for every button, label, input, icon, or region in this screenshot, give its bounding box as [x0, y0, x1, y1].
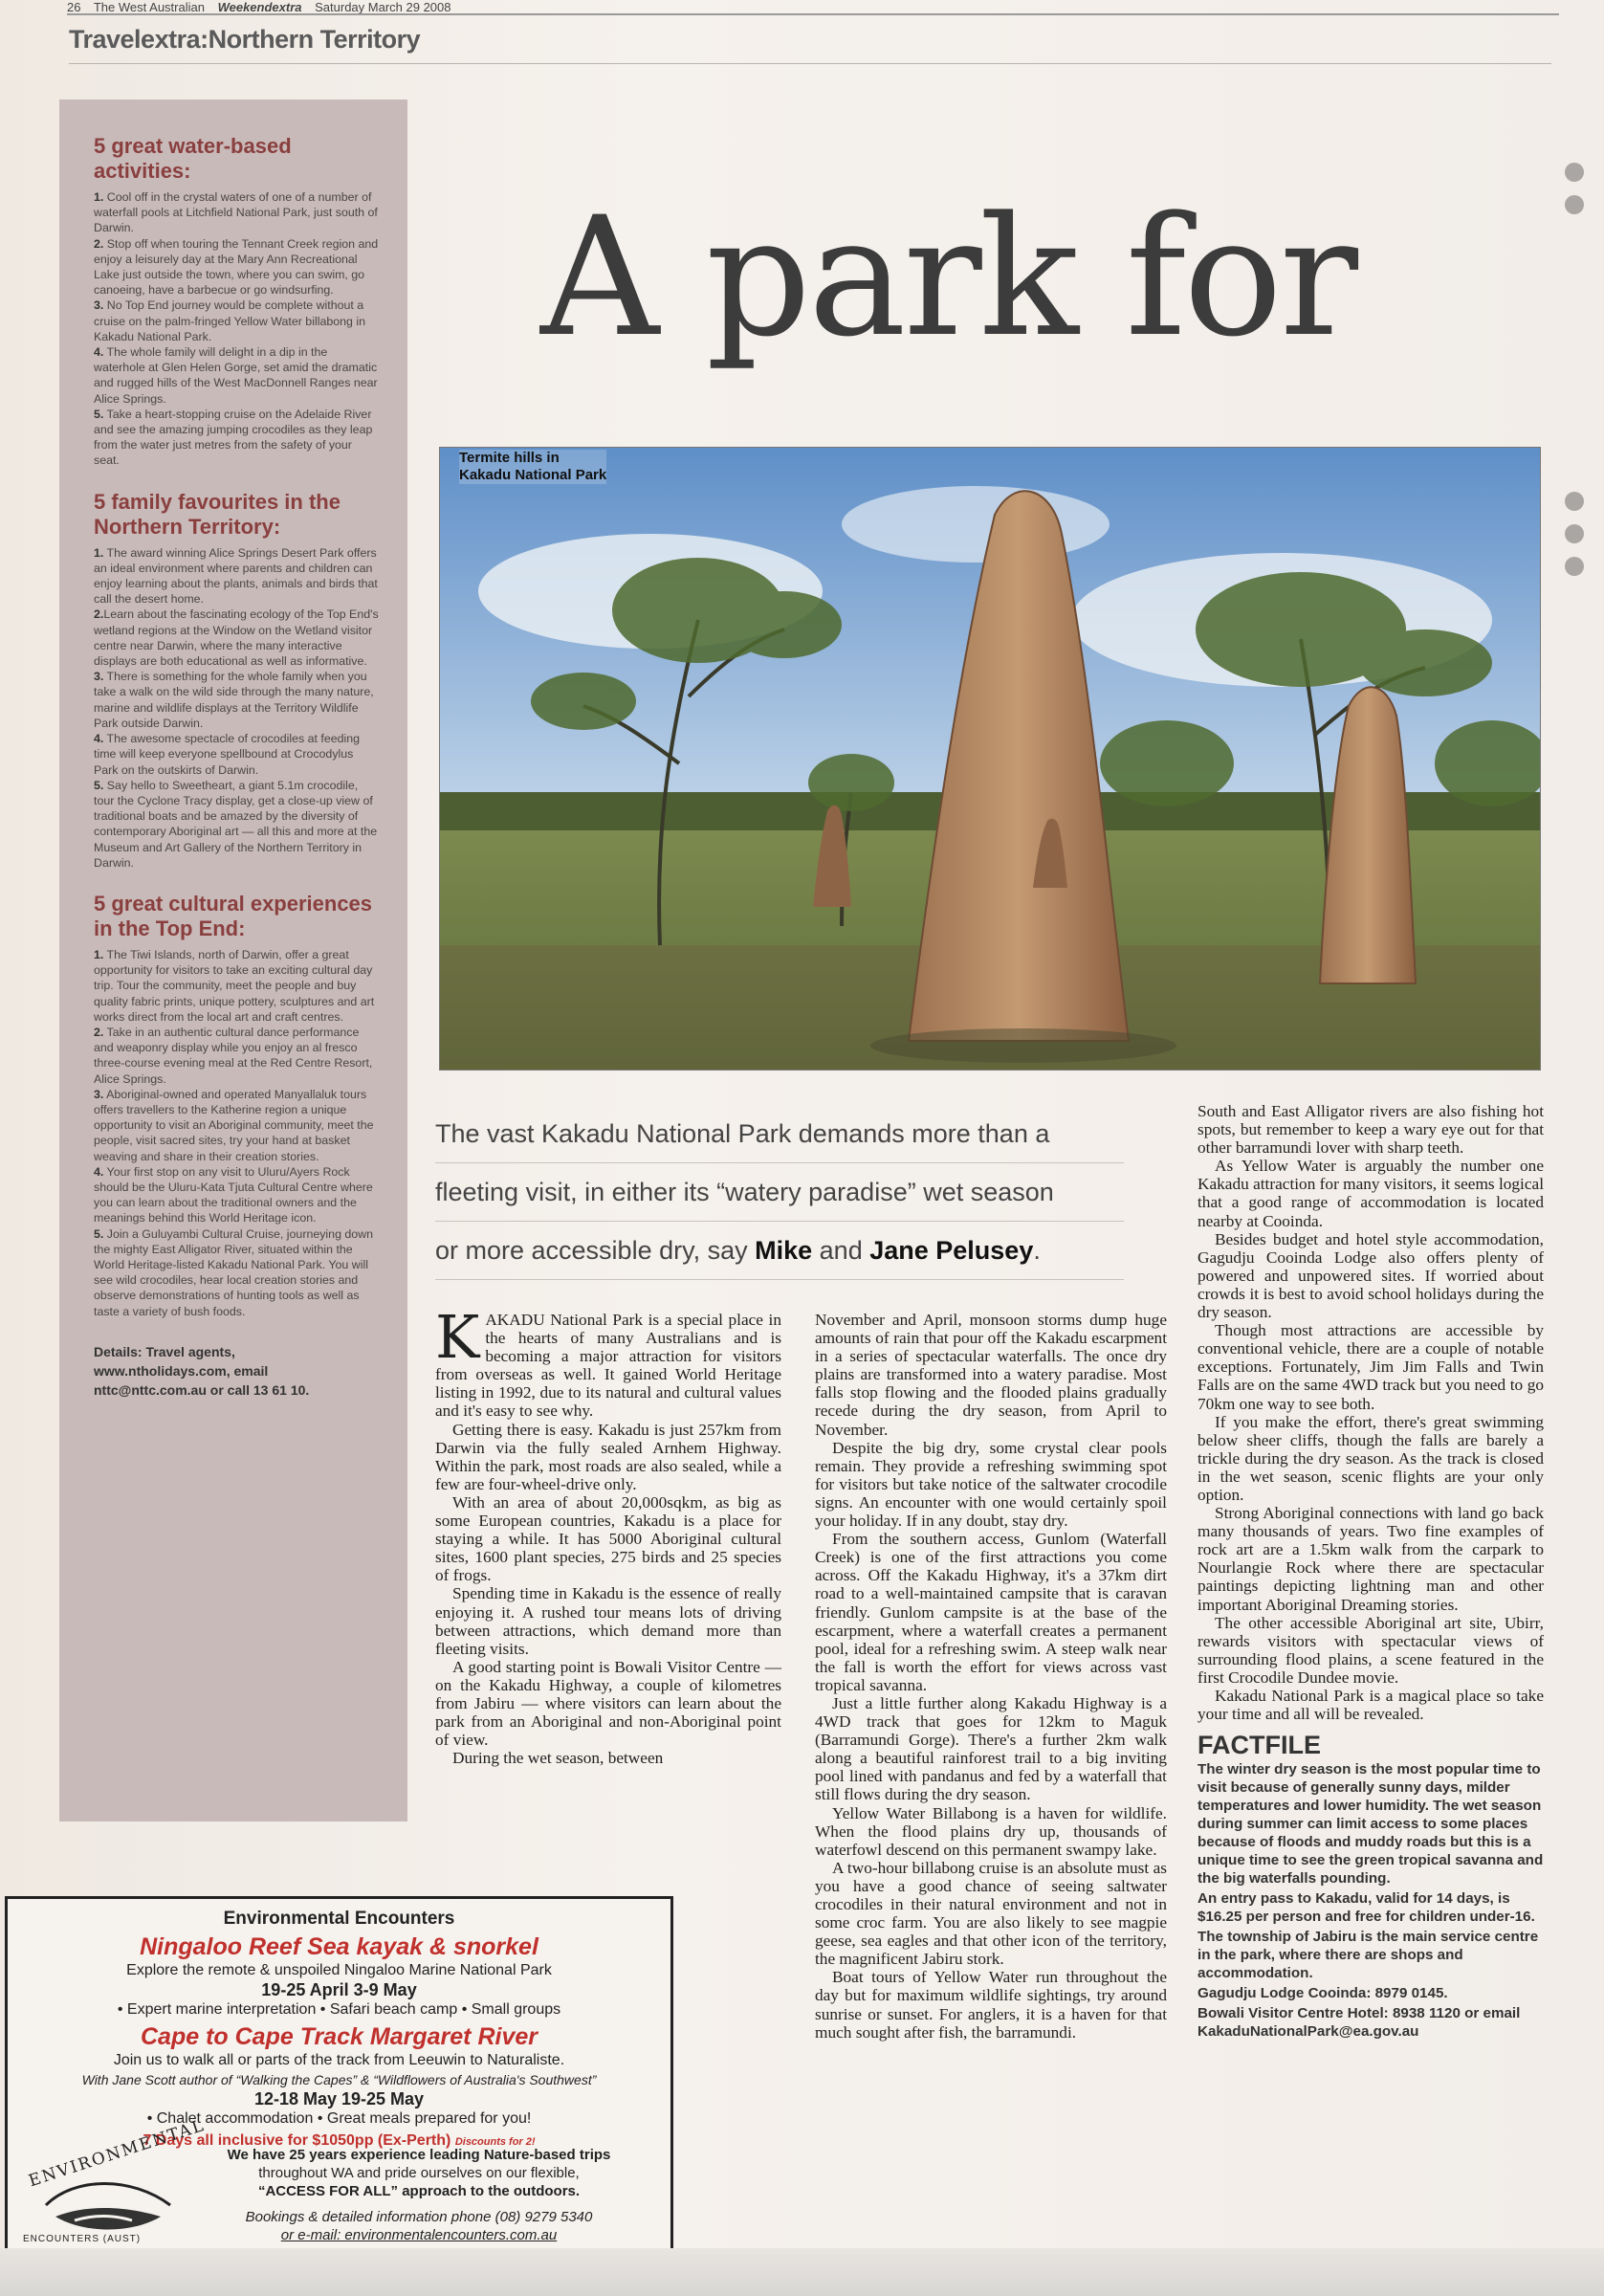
caption-line: Termite hills in [459, 450, 560, 466]
ad-heading: Cape to Cape Track Margaret River [141, 2023, 538, 2050]
factfile-paragraph: Gagudju Lodge Cooinda: 8979 0145. [1198, 1985, 1448, 2002]
factfile-body [1198, 1760, 1544, 2041]
item-text: The award winning Alice Springs Desert Park offers an ideal environment where parents and children can enjoy learning about the plants, animals and birds that call the desert home. [94, 545, 378, 607]
cultural-experiences-section [94, 892, 381, 1319]
item-text: No Top End journey would be complete without a cruise on the palm-fringed Yellow Water billabong in Kakadu National Park. [94, 298, 365, 343]
ad-line: Join us to walk all or parts of the track from Leeuwin to Naturaliste. [113, 2052, 565, 2068]
list-item [94, 236, 381, 298]
environmental-encounters-ad [5, 1896, 673, 2265]
list-item [94, 947, 381, 1025]
article-paragraph: Getting there is easy. Kakadu is just 257km from Darwin via the fully sealed Arnhem Highway. Within the park, most roads are also sealed, while a few are four-wheel-drive only. [435, 1420, 781, 1493]
item-text: The Tiwi Islands, north of Darwin, offer a great opportunity for visitors to take an exciting cultural day trip. Tour the community, meet the people and buy quality fabric prints, unique pottery, sculptures and art works direct from the local art and craft centres. [94, 947, 375, 1024]
photo-caption [459, 450, 606, 484]
headline: A park for [540, 181, 1356, 373]
article-paragraph: A good starting point is Bowali Visitor Centre — on the Kakadu Highway, a couple of kilometres from Jabiru — where visitors can learn about the park from an Aboriginal and non-Aboriginal point of view. [435, 1657, 781, 1750]
binder-hole [1565, 557, 1584, 576]
list-item [94, 407, 381, 469]
list-item [94, 607, 381, 669]
list-item [94, 1226, 381, 1319]
item-text: The awesome spectacle of crocodiles at feeding time will keep everyone spellbound at Crocodylus Park on the outskirts of Darwin. [94, 732, 361, 777]
binder-hole [1565, 163, 1584, 182]
list-item [94, 778, 381, 871]
item-text: Cool off in the crystal waters of one of a number of waterfall pools at Litchfield National Park, just south of Darwin. [94, 190, 378, 235]
sidebar-box [59, 99, 407, 1821]
family-favourites-list [94, 545, 381, 871]
item-number: 5. [94, 1226, 104, 1241]
item-text: Take a heart-stopping cruise on the Adelaide River and see the amazing jumping crocodiles as they leap from the water just metres from the safety of your seat. [94, 407, 373, 468]
water-activities-heading: 5 great water-based activities: [94, 134, 292, 183]
factfile-paragraph: An entry pass to Kakadu, valid for 14 days, is $16.25 per person and free for children under-16. [1198, 1890, 1535, 1926]
header-rule [69, 63, 1551, 64]
factfile-paragraph: Bowali Visitor Centre Hotel: 8938 1120 or email KakaduNationalPark@ea.gov.au [1198, 2005, 1521, 2041]
ad-body-line: Bookings & detailed information phone (08) 9279 5340 [245, 2209, 593, 2225]
issue-date: Saturday March 29 2008 [315, 0, 451, 14]
article-paragraph: November and April, monsoon storms dump huge amounts of rain that pour off the Kakadu escarpment in a series of spectacular waterfalls. The once dry plains are transformed into a watery paradise. Most falls stop flowing and the flooded plains gradually recede during the dry season, from April to November. [815, 1311, 1167, 1439]
author-name: Jane Pelusey [869, 1236, 1034, 1265]
section-title: Travelextra:Northern Territory [69, 25, 421, 54]
standfirst-text: and [812, 1236, 870, 1265]
masthead-bar [67, 0, 1559, 15]
list-item [94, 1164, 381, 1226]
cultural-experiences-heading: 5 great cultural experiences in the Top End: [94, 891, 373, 940]
article-paragraph: Boat tours of Yellow Water run throughout the day but for maximum wildlife sightings, try around sunrise or sunset. For anglers, it is a haven for that much sought after fish, the barramundi. [815, 1968, 1167, 2042]
article-paragraph: Yellow Water Billabong is a haven for wildlife. When the flood plains dry up, thousands of waterfowl descend on this permanent swampy lake. [815, 1803, 1167, 1859]
article-paragraph: Though most attractions are accessible by conventional vehicle, there are a couple of notable exceptions. Fortunately, Jim Jim Falls and Twin Falls are on the same 4WD track but you need to go 70km one way to see both. [1198, 1321, 1544, 1413]
water-activities-section [94, 134, 381, 469]
item-text: Join a Guluyambi Cultural Cruise, journeying down the mighty East Alligator River, situated within the World Heritage-listed Kakadu National Park. You will see wild crocodiles, hear local creation stories and observe demonstrations of hunting tools as well as taste a variety of bush foods. [94, 1226, 374, 1318]
factfile-heading: FACTFILE [1198, 1731, 1321, 1760]
article-paragraph: Besides budget and hotel style accommodation, Gagudju Cooinda Lodge also offers plenty of powered and unpowered sites. If worried about crowds it is best to avoid school holidays during the dry season. [1198, 1229, 1544, 1322]
standfirst-text: or more accessible dry, say [435, 1236, 756, 1265]
item-number: 4. [94, 345, 104, 360]
item-number: 2. [94, 236, 104, 251]
article-paragraph: Just a little further along Kakadu Highway is a 4WD track that goes for 12km to Maguk (Barramundi Gorge). There's a further 2km walk along a beautiful rainforest trail to a big inviting pool lined with pandanus and fed by a waterfall that still flows during the dry season. [815, 1693, 1167, 1804]
list-item [94, 1025, 381, 1087]
ad-line: Explore the remote & unspoiled Ningaloo Marine National Park [126, 1962, 552, 1978]
logo-subtext: ENCOUNTERS (AUST) [23, 2234, 142, 2244]
sidebar-content [94, 134, 381, 1400]
ad-heading: Ningaloo Reef Sea kayak & snorkel [140, 1933, 538, 1960]
item-number: 1. [94, 190, 104, 204]
termite-hills-illustration [440, 448, 1540, 1070]
item-number: 4. [94, 732, 104, 746]
ad-title: Environmental Encounters [223, 1909, 455, 1929]
ad-price-text: 7 Days all inclusive for $1050pp (Ex-Perth) [143, 2132, 451, 2149]
item-text: The whole family will delight in a dip in the waterhole at Glen Helen Gorge, set amid the dramatic and rugged hills of the West MacDonnell Ranges near Alice Springs. [94, 345, 378, 406]
page-bottom-edge [0, 2248, 1604, 2296]
binder-hole [1565, 524, 1584, 543]
supplement-name: Weekendextra [217, 0, 302, 14]
standfirst [435, 1105, 1124, 1280]
ad-body [189, 2146, 648, 2244]
article-paragraph: During the wet season, between [452, 1749, 664, 1768]
water-activities-list [94, 189, 381, 469]
termite-hills-photo [439, 447, 1541, 1071]
list-item [94, 1087, 381, 1164]
article-paragraph: Despite the big dry, some crystal clear pools remain. They provide a refreshing swimming spot for visitors but take notice of the saltwater crocodile signs. An encounter with one would certainly spoil your holiday. If in any doubt, stay dry. [815, 1438, 1167, 1531]
item-number: 5. [94, 778, 104, 792]
column-2-body [815, 1311, 1167, 2042]
list-item [94, 669, 381, 731]
list-item [94, 344, 381, 407]
article-paragraph: The other accessible Aboriginal art site, Ubirr, rewards visitors with spectacular views of surrounding flood plains, a scene featured in the first Crocodile Dundee movie. [1198, 1613, 1544, 1687]
article-paragraph: With an area of about 20,000sqkm, as big as some European countries, Kakadu is a place for staying a while. It has 5000 Aboriginal cultural sites, 1600 plant species, 275 birds and 25 species of frogs. [435, 1492, 781, 1585]
ad-discount: Discounts for 2! [454, 2136, 536, 2148]
factfile-paragraph: The winter dry season is the most popular time to visit because of generally sunny days, milder temperatures and lower humidity. The wet season during summer can limit access to some places because of floods and muddy roads but this is a unique time to see the green tropical savanna and the big waterfalls pounding. [1198, 1761, 1544, 1888]
article-paragraph: From the southern access, Gunlom (Waterfall Creek) is one of the first attractions you come across. Off the Kakadu Highway, it's a 37km dirt road to a well-maintained campsite that is caravan friendly. Gunlom campsite is at the base of the escarpment, where a waterfall creates a permanent pool, ideal for a refreshing swim. A steep walk near the fall is worth the effort for views across vast tropical savanna. [815, 1530, 1167, 1694]
item-number: 1. [94, 947, 104, 961]
column-3-body [1198, 1102, 1544, 1723]
list-item [94, 298, 381, 344]
item-number: 3. [94, 670, 104, 684]
list-item [94, 731, 381, 778]
ad-body-line: “ACCESS FOR ALL” approach to the outdoors. [257, 2183, 581, 2199]
article-column-3 [1198, 1102, 1544, 2042]
article-paragraph: Spending time in Kakadu is the essence of really enjoying it. A rushed tour means lots of driving between attractions, which demand more than fleeting visits. [435, 1584, 781, 1658]
item-text: Say hello to Sweetheart, a giant 5.1m crocodile, tour the Cyclone Tracy display, get a close-up view of traditional boats and be amazed by the diversity of contemporary Aboriginal art — all this and more at the Museum and Art Gallery of the Northern Territory in Darwin. [94, 778, 378, 870]
binder-hole [1565, 195, 1584, 214]
standfirst-line [435, 1222, 1124, 1280]
item-number: 2. [94, 1025, 104, 1039]
item-number: 4. [94, 1164, 104, 1179]
details-box [94, 1342, 381, 1400]
item-number: 2. [94, 607, 104, 622]
column-1-body [435, 1302, 781, 1768]
caption-line: Kakadu National Park [459, 467, 607, 483]
item-number: 3. [94, 298, 104, 313]
family-favourites-section [94, 490, 381, 871]
item-text: Learn about the fascinating ecology of the Top End's wetland regions at the Window on the Wetland visitor centre near Darwin, where the many interactive displays are both educational as well as informative. [94, 607, 379, 669]
ad-logo [17, 2115, 208, 2253]
page-number: 26 [67, 0, 81, 14]
logo-text: ENVIRONMENTAL [26, 2115, 208, 2192]
standfirst-line: fleeting visit, in either its “watery paradise” wet season [435, 1163, 1124, 1222]
family-favourites-heading: 5 family favourites in the Northern Territory: [94, 489, 341, 539]
details-line: www.ntholidays.com, email [94, 1362, 269, 1379]
drop-cap: K [435, 1302, 480, 1372]
list-item [94, 189, 381, 236]
binder-holes [1565, 153, 1593, 589]
item-number: 1. [94, 545, 104, 560]
item-number: 5. [94, 407, 104, 421]
ad-dates: 19-25 April 3-9 May [261, 1980, 417, 1999]
article-column-2 [815, 1311, 1167, 2042]
item-text: Take in an authentic cultural dance performance and weaponry display while you enjoy an al fresco three-course evening meal at the Red Centre Resort, Alice Springs. [94, 1025, 373, 1086]
ad-line: • Chalet accommodation • Great meals prepared for you! [146, 2110, 532, 2127]
details-line: Details: Travel agents, [94, 1343, 235, 1359]
paper-name: The West Australian [93, 0, 205, 14]
article-column-1 [435, 1302, 781, 1768]
standfirst-line: The vast Kakadu National Park demands more than a [435, 1105, 1124, 1163]
binder-hole [1565, 492, 1584, 511]
ad-dates: 12-18 May 19-25 May [253, 2089, 425, 2108]
author-name: Mike [755, 1236, 813, 1265]
item-text: Stop off when touring the Tennant Creek region and enjoy a leisurely day at the Mary Ann Recreational Lake just outside the town, where you can swim, go canoeing, have a barbecue or go windsurfing. [94, 236, 379, 298]
article-paragraph: As Yellow Water is arguably the number one Kakadu attraction for many visitors, it seems logical that a good range of accommodation is located nearby at Cooinda. [1198, 1157, 1544, 1230]
article-paragraph: A two-hour billabong cruise is an absolute must as you have a good chance of seeing saltwater crocodiles in their natural environment and not in some croc farm. You are also likely to see magpie geese, sea eagles and that other icon of the territory, the magnificent Jabiru stork. [815, 1858, 1167, 1969]
article-paragraph: Kakadu National Park is a magical place so take your time and all will be revealed. [1198, 1687, 1544, 1724]
ad-body-line: throughout WA and pride ourselves on our flexible, [258, 2165, 580, 2181]
article-paragraph: If you make the effort, there's great swimming below sheer cliffs, though the falls are barely a trickle during the dry season. As the track is closed in the wet season, scenic flights are your only option. [1198, 1412, 1544, 1504]
article-paragraph: AKADU National Park is a special place in the hearts of many Australians and is becoming a major attraction for visitors from overseas as well. It gained World Heritage listing in 1992, due to its natural and cultural values and it's easy to see why. [435, 1311, 781, 1421]
article-paragraph: South and East Alligator rivers are also fishing hot spots, but remember to keep a wary eye out for that other barramundi lover with sharp teeth. [1198, 1102, 1544, 1158]
item-text: Your first stop on any visit to Uluru/Ayers Rock should be the Uluru-Kata Tjuta Cultural Centre where you can learn about the traditional owners and the meanings behind this World Heritage icon. [94, 1164, 373, 1225]
ad-line: • Expert marine interpretation • Safari beach camp • Small groups [117, 2001, 561, 2018]
item-number: 3. [94, 1087, 104, 1101]
cultural-experiences-list [94, 947, 381, 1319]
standfirst-text: . [1033, 1236, 1041, 1265]
ad-email[interactable]: or e-mail: environmentalencounters.com.au [280, 2227, 558, 2243]
item-text: There is something for the whole family when you take a walk on the wild side through the many nature, marine and wildlife displays at the Territory Wildlife Park outside Darwin. [94, 670, 374, 730]
item-text: Aboriginal-owned and operated Manyallaluk tours offers travellers to the Katherine region a unique opportunity to visit an Aboriginal community, meet the people, visit sacred sites, try your hand at basket weaving and share in their creation stories. [94, 1087, 374, 1163]
details-line: nttc@nttc.com.au or call 13 61 10. [94, 1381, 310, 1398]
factfile-paragraph: The township of Jabiru is the main service centre in the park, where there are shops and accommodation. [1198, 1929, 1539, 1982]
ad-line: With Jane Scott author of “Walking the Capes” & “Wildflowers of Australia's Southwest” [81, 2072, 597, 2087]
list-item [94, 545, 381, 607]
ad-body-line: We have 25 years experience leading Nature-based trips [227, 2147, 611, 2163]
article-paragraph: Strong Aboriginal connections with land go back many thousands of years. Two fine examples of rock art are a 1.5km walk from the carpark to Nourlangie Rock where there are spectacular paintings depicting lightning man and other important Aboriginal Dreaming stories. [1198, 1504, 1544, 1614]
